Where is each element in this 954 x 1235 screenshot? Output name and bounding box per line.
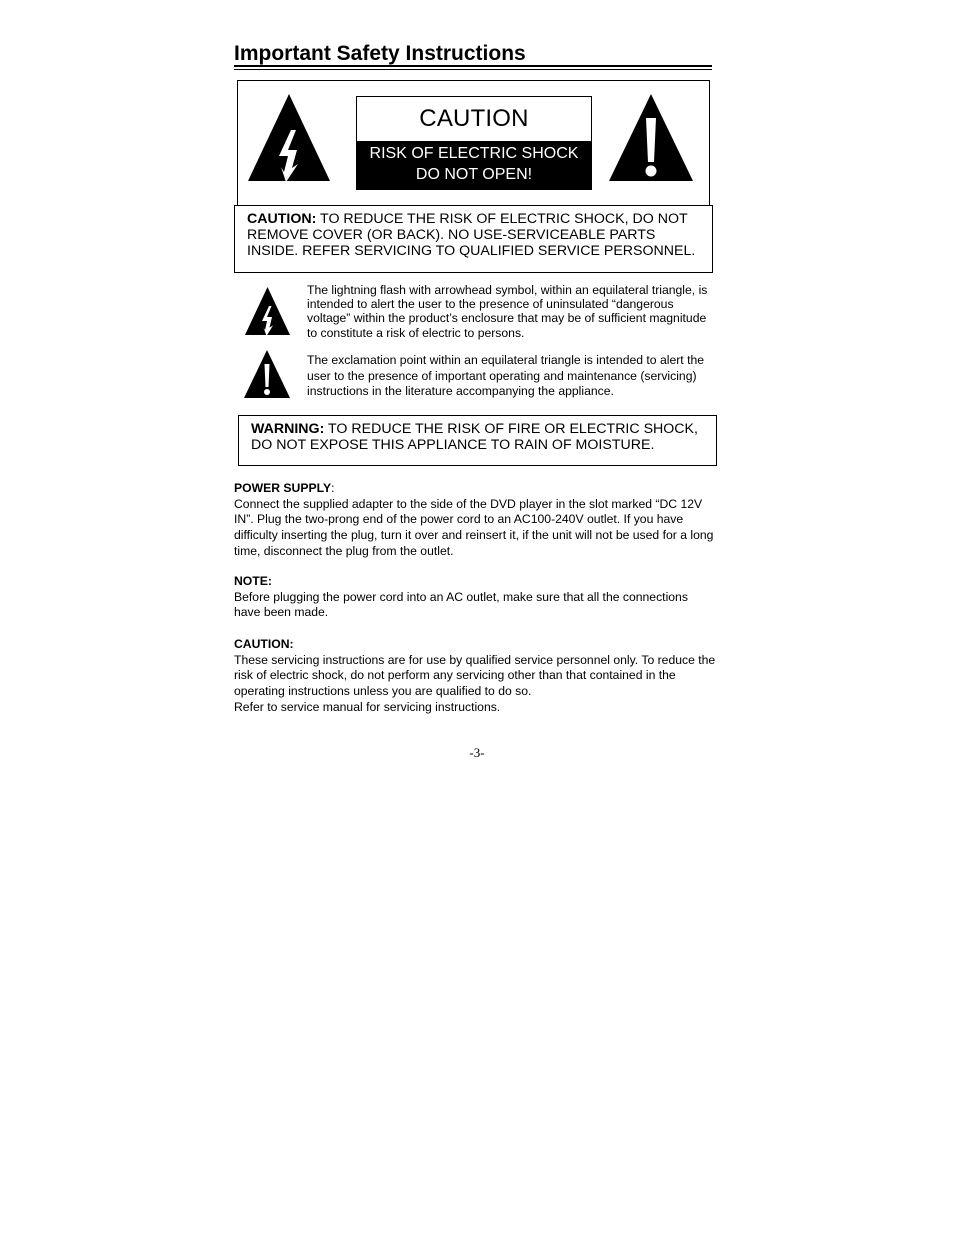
- power-supply-body: Connect the supplied adapter to the side of the DVD player in the slot marked “DC 12V IN”. Plug the two-prong end of the power cord to an AC100-240V outlet. If you have difficulty inserting the plug, turn it over and reinsert it, if the unit will not be used for a long time, disconnect the plug from the outlet.: [234, 496, 714, 558]
- exclamation-triangle-icon: [607, 92, 695, 182]
- caution-label-subtitle: [357, 141, 591, 189]
- power-supply-section: [234, 481, 716, 560]
- caution-notice-box: [234, 205, 713, 273]
- caution-label-title: CAUTION: [419, 105, 529, 132]
- caution-section: [234, 637, 716, 716]
- warning-notice-text: TO REDUCE THE RISK OF FIRE OR ELECTRIC SHOCK, DO NOT EXPOSE THIS APPLIANCE TO RAIN OF MOISTURE.: [251, 421, 698, 453]
- warning-notice-lead: WARNING:: [251, 421, 325, 437]
- caution-label: [356, 96, 592, 190]
- note-heading: NOTE:: [234, 574, 272, 588]
- exclamation-symbol-description: The exclamation point within an equilateral triangle is intended to alert the user to the presence of important operating and maintenance (servicing) instructions in the literature accompanying the appliance.: [307, 353, 705, 398]
- page-number: -3-: [469, 745, 485, 760]
- exclamation-triangle-small-icon: [243, 349, 291, 399]
- title-underline: [234, 65, 712, 70]
- note-body: Before plugging the power cord into an AC outlet, make sure that all the connections have been made.: [234, 589, 688, 620]
- caution-label-line1: RISK OF ELECTRIC SHOCK: [369, 145, 579, 162]
- lightning-symbol-description: The lightning flash with arrowhead symbol, within an equilateral triangle, is intended to alert the user to the presence of uninsulated “dangerous voltage” within the product’s enclosure that may be of sufficient magnitude to constitute a risk of electric to persons.: [307, 283, 708, 340]
- power-supply-colon: :: [331, 481, 335, 495]
- caution-heading: CAUTION:: [234, 637, 294, 651]
- caution-body: These servicing instructions are for use by qualified service personnel only. To reduce the risk of electric shock, do not perform any servicing other than that contained in the operating instructions unless you are qualified to do so.: [234, 652, 716, 699]
- caution-notice-lead: CAUTION:: [247, 211, 317, 227]
- warning-notice-box: [238, 415, 717, 466]
- power-supply-heading: POWER SUPPLY: [234, 481, 332, 495]
- lightning-triangle-icon: [246, 92, 332, 182]
- caution-notice-text: TO REDUCE THE RISK OF ELECTRIC SHOCK, DO NOT REMOVE COVER (OR BACK). NO USE-SERVICEABLE PARTS INSIDE. REFER SERVICING TO QUALIFIED SERVICE PERSONNEL.: [247, 211, 696, 259]
- caution-label-line2: DO NOT OPEN!: [415, 166, 533, 183]
- caution-body-refer: Refer to service manual for servicing instructions.: [234, 699, 501, 714]
- note-section: [234, 574, 716, 621]
- page-title: Important Safety Instructions: [234, 42, 526, 65]
- lightning-triangle-small-icon: [244, 286, 291, 336]
